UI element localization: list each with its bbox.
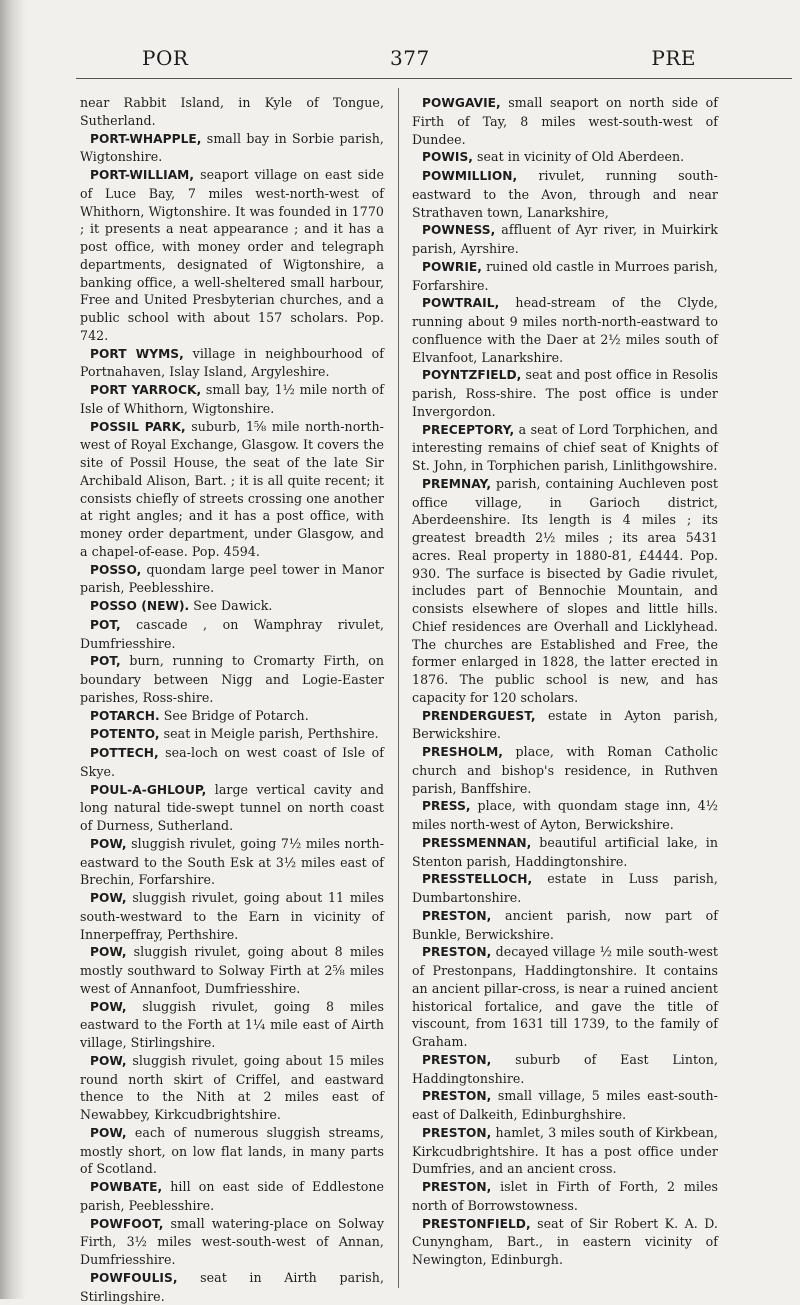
gazetteer-entry [412,1215,718,1269]
gazetteer-entry [412,1051,718,1088]
entry-text: small village, 5 miles east-south-east of Dalkeith, Edinburghshire. [412,1088,718,1122]
entry-headword: POWMILLION, [422,169,518,183]
entry-text: sluggish rivulet, going 7½ miles north-eastward to the South Esk at 3½ miles east of Brechin, Forfarshire. [80,835,384,888]
entry-headword: POTENTO, [90,727,160,742]
gazetteer-entry [412,167,718,221]
entry-headword: PORT YARROCK, [90,383,202,397]
gazetteer-entry [412,1178,718,1215]
entry-headword: PORT WYMS, [90,346,184,361]
entry-headword: POW, [90,945,127,960]
gazetteer-entry [80,616,384,653]
entry-text: See Dawick. [189,598,273,613]
entry-text: sluggish rivulet, going 8 miles eastward to the Forth at 1¼ mile east of Airth village, Stirlingshire. [80,998,384,1050]
entry-headword: POWFOULIS, [90,1270,178,1285]
entry-headword: POSSIL PARK, [90,419,186,434]
entry-text: estate in Luss parish, Dumbartonshire. [412,871,718,905]
entry-headword: POW, [90,836,127,851]
gazetteer-entry [80,130,384,167]
gazetteer-entry [412,870,718,907]
entry-text: village in neighbourhood of Portnahaven, Islay Island, Argyleshire. [80,345,384,380]
gazetteer-entry [80,1124,384,1178]
gazetteer-entry [412,475,718,707]
gazetteer-entry [412,366,718,420]
page-edge-shadow [0,0,26,1299]
gazetteer-entry [80,943,384,997]
entry-text: parish, containing Auchleven post office village, in Garioch district, Aberdeenshire. Its length is 4 miles ; its greatest breadth 2½ miles ; its area 5431 acres. Real property in 1880-81, £4444. Pop. 930. The surface is bisected by Gadie rivulet, includes part of Bennochie Mountain, and consists elsewhere of slopes and little hills. Chief residences are Overhall and Licklyhead. The churches are Established and Free, the former enlarged in 1828, the latter erected in 1876. The public school is new, and has capacity for 120 scholars. [412,475,718,705]
gazetteer-entry [80,1178,384,1215]
entry-headword: POYNTZFIELD, [422,368,522,383]
gazetteer-entry [412,834,718,871]
entry-headword: POTARCH. [90,708,160,723]
entry-text: small watering-place on Solway Firth, 3½ miles west-south-west of Annan, Dumfriesshire. [80,1215,384,1267]
entry-headword: PRESS, [422,799,471,814]
gazetteer-entry [80,1269,384,1305]
entry-headword: POSSO, [90,562,142,577]
header-rule [76,78,792,79]
entry-headword: PORT-WILLIAM, [90,168,195,182]
header-right-guide-word: PRE [651,46,696,70]
gazetteer-entry [80,707,384,726]
gazetteer-entry [412,294,718,366]
gazetteer-entry [412,221,718,258]
entry-text: small seaport on north side of Firth of Tay, 8 miles west-south-west of Dundee. [412,95,718,147]
gazetteer-entry [412,1087,718,1124]
entry-headword: PRESSTELLOCH, [422,872,533,887]
gazetteer-entry [80,998,384,1052]
entry-headword: PORT-WHAPPLE, [90,131,202,146]
column-divider [398,88,399,1288]
entry-text: head-stream of the Clyde, running about 9 miles north-north-eastward to confluence with the Daer at 2½ miles south of Elvanfoot, Lanarkshire. [412,295,718,365]
entry-headword: POW, [90,999,127,1014]
gazetteer-entry [412,797,718,834]
entry-headword: PREMNAY, [422,476,492,491]
entry-text: place, with Roman Catholic church and bishop's residence, in Ruthven parish, Banffshire. [412,744,718,796]
entry-text: burn, running to Cromarty Firth, on boundary between Nigg and Logie-Easter parishes, Ross-shire. [80,653,384,705]
gazetteer-entry [412,94,718,148]
entry-headword: PRESTONFIELD, [422,1216,531,1231]
right-column [412,94,718,1269]
gazetteer-entry [80,744,384,781]
gazetteer-entry [80,1215,384,1269]
entry-headword: POW, [90,1125,127,1140]
gazetteer-entry [412,743,718,797]
entry-text: ruined old castle in Murroes parish, Forfarshire. [412,258,718,293]
entry-headword: PRECEPTORY, [422,422,515,437]
entry-headword: PRESTON, [422,908,492,923]
entry-text: hill on east side of Eddlestone parish, Peeblesshire. [80,1179,384,1213]
entry-headword: POW, [90,1053,127,1068]
entry-text: ancient parish, now part of Bunkle, Berwickshire. [412,907,718,942]
running-header [60,46,776,78]
entry-text: seat in vicinity of Old Aberdeen. [472,149,685,165]
gazetteer-entry [412,943,718,1051]
gazetteer-entry [412,707,718,744]
entry-text: affluent of Ayr river, in Muirkirk parish, Ayrshire. [412,222,718,256]
entry-headword: POW, [90,891,127,905]
gazetteer-entry [412,421,718,475]
gazetteer-entry [80,418,384,561]
left-column [80,94,384,1305]
entry-headword: PRESTON, [422,1052,492,1067]
entry-headword: POWBATE, [90,1180,163,1194]
gazetteer-entry [80,835,384,889]
entry-headword: PRESTON, [422,1180,492,1194]
entry-text: estate in Ayton parish, Berwickshire. [412,707,718,742]
entry-text: rivulet, running south-eastward to the Avon, through and near Strathaven town, Lanarkshire, [412,168,718,220]
gazetteer-entry [80,889,384,943]
entry-text: hamlet, 3 miles south of Kirkbean, Kirkcudbrightshire. It has a post office under Dumfries, and an ancient cross. [412,1124,718,1177]
entry-text: large vertical cavity and long natural tide-swept tunnel on north coast of Durness, Sutherland. [80,781,384,833]
gazetteer-entry [80,781,384,835]
entry-text: cascade , on Wamphray rivulet, Dumfriesshire. [80,616,384,651]
entry-text: seaport village on east side of Luce Bay, 7 miles west-north-west of Whithorn, Wigtonshire. It was founded in 1770 ; it presents a neat appearance ; and it has a post office, with money order and telegraph departments, designated of Wigtonshire, a banking office, a well-sheltered small harbour, Free and United Presbyterian churches, and a public school with about 157 scholars. Pop. 742. [80,167,384,343]
entry-headword: POSSO (NEW). [90,599,190,613]
entry-text: seat in Meigle parish, Perthshire. [159,726,379,742]
entry-text: sluggish rivulet, going about 8 miles mostly southward to Solway Firth at 2⅝ miles west of Annanfoot, Dumfriesshire. [80,944,384,996]
entry-text: decayed village ½ mile south-west of Prestonpans, Haddingtonshire. It contains an ancient pillar-cross, is near a ruined ancient historical fortalice, and gave the title of viscount, from 1631 till 1739, to the family of Graham. [412,944,718,1049]
entry-text: sea-loch on west coast of Isle of Skye. [80,745,384,779]
entry-headword: POWFOOT, [90,1216,164,1231]
gazetteer-entry [412,1124,718,1178]
entry-headword: PRESTON, [422,1089,492,1104]
entry-headword: POWIS, [422,150,473,165]
entry-text: a seat of Lord Torphichen, and interesting remains of chief seat of Knights of St. John, in Torphichen parish, Linlithgowshire. [412,421,718,473]
entry-text: See Bridge of Potarch. [159,707,309,723]
entry-headword: PRESSMENNAN, [422,835,532,850]
entry-text: each of numerous sluggish streams, mostly short, on low flat lands, in many parts of Scotland. [80,1124,384,1177]
entry-headword: POT, [90,654,121,669]
gazetteer-entry [80,1052,384,1124]
entry-headword: PRENDERGUEST, [422,708,536,723]
entry-headword: PRESHOLM, [422,745,503,759]
entry-headword: POT, [90,617,121,632]
entry-headword: POWGAVIE, [422,96,501,110]
gazetteer-entry [412,907,718,944]
entry-text: suburb of East Linton, Haddingtonshire. [412,1051,718,1086]
entry-headword: POWTRAIL, [422,296,500,311]
gazetteer-entry [80,94,384,130]
entry-text: seat and post office in Resolis parish, Ross-shire. The post office is under Invergordon. [412,367,718,419]
entry-headword: POWNESS, [422,223,496,238]
gazetteer-entry [80,381,384,418]
entry-text: sluggish rivulet, going about 15 miles round north skirt of Criffel, and eastward thence to the Nith at 2 miles east of Newabbey, Kirkcudbrightshire. [80,1052,384,1122]
entry-headword: PRESTON, [422,1125,492,1140]
gazetteer-entry [412,148,718,167]
gazetteer-entry [80,166,384,345]
entry-text: near Rabbit Island, in Kyle of Tongue, Sutherland. [80,95,384,128]
entry-text: small bay, 1½ mile north of Isle of Whithorn, Wigtonshire. [80,382,385,416]
gazetteer-entry [412,258,718,295]
gazetteer-entry [80,652,384,706]
entry-text: seat of Sir Robert K. A. D. Cunyngham, Bart., in eastern vicinity of Newington, Edinburgh. [412,1215,718,1267]
entry-headword: POTTECH, [90,746,159,760]
entry-text: seat in Airth parish, Stirlingshire. [80,1269,384,1304]
entry-headword: POUL-A-GHLOUP, [90,782,207,797]
entry-text: quondam large peel tower in Manor parish, Peeblesshire. [80,561,384,596]
gazetteer-entry [80,597,384,616]
entry-headword: PRESTON, [422,945,492,960]
gazetteer-entry [80,345,384,382]
entry-text: beautiful artificial lake, in Stenton parish, Haddingtonshire. [412,834,718,869]
entry-text: sluggish rivulet, going about 11 miles south-westward to the Earn in vicinity of Innerpeffray, Perthshire. [80,890,384,942]
entry-headword: POWRIE, [422,259,482,274]
entry-text: suburb, 1⅝ mile north-north-west of Royal Exchange, Glasgow. It covers the site of Possil House, the seat of the late Sir Archibald Alison, Bart. ; it is all quite recent; it consists chiefly of streets crossing one another at right angles; and it has a post office, with money order department, under Glasgow, and a chapel-of-ease. Pop. 4594. [80,418,384,559]
entry-text: place, with quondam stage inn, 4½ miles north-west of Ayton, Berwickshire. [412,798,718,832]
entry-text: islet in Firth of Forth, 2 miles north of Borrowstowness. [412,1179,718,1213]
header-left-guide-word: POR [142,46,189,70]
gazetteer-entry [80,561,384,598]
page-number: 377 [390,46,430,70]
entry-text: small bay in Sorbie parish, Wigtonshire. [80,130,384,165]
gazetteer-entry [80,725,384,744]
